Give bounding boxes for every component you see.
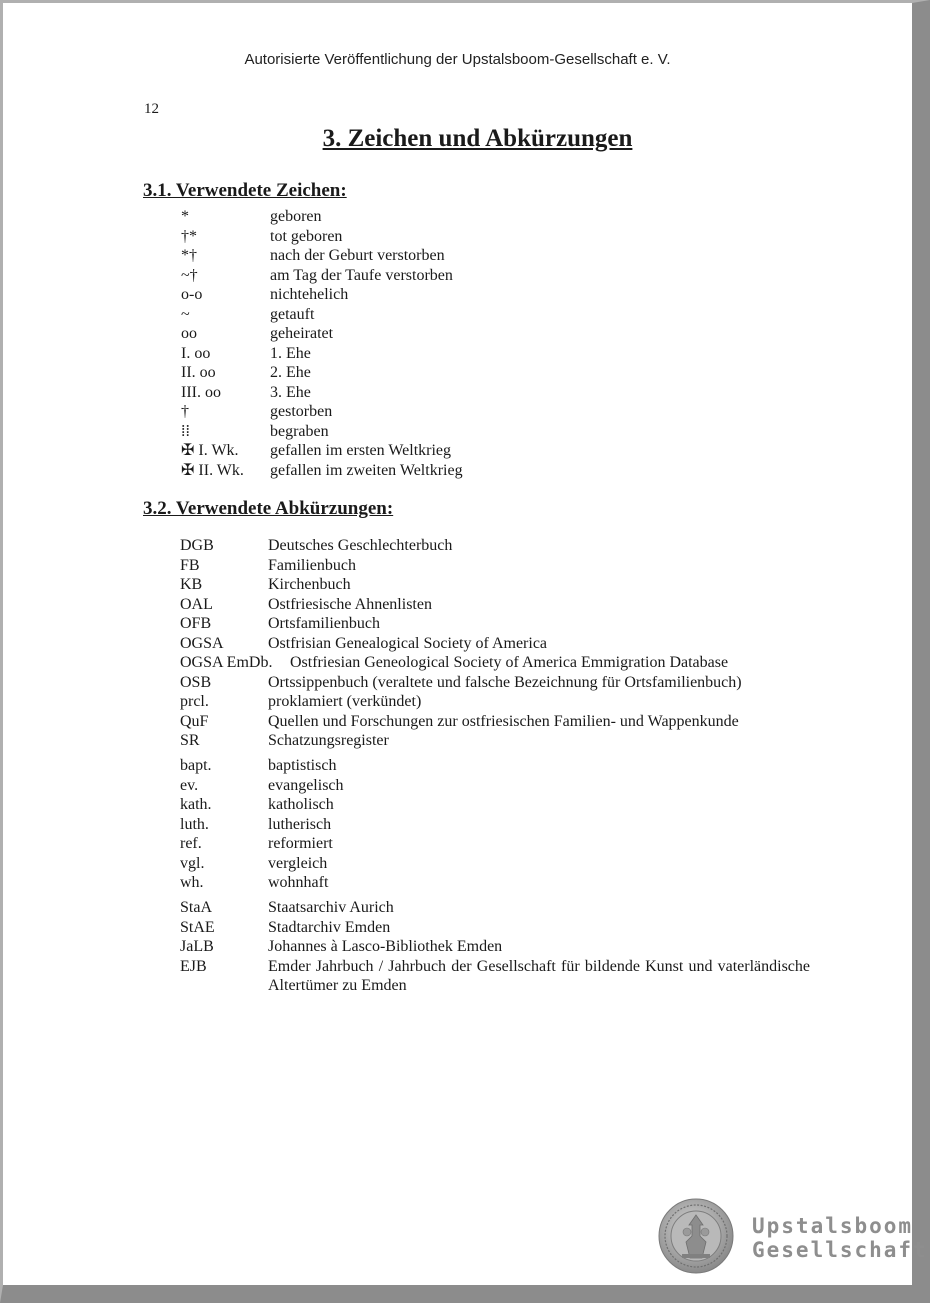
- society-logo: [658, 1198, 928, 1278]
- abbreviation-meaning: Staatsarchiv Aurich: [268, 899, 394, 916]
- sign-description: nichtehelich: [270, 286, 349, 303]
- sign-description: geheiratet: [270, 325, 334, 342]
- abbreviation: prcl.: [180, 693, 209, 710]
- sign-description: tot geboren: [270, 227, 343, 245]
- sign-symbol: o-o: [181, 286, 203, 303]
- abbreviation-meaning: lutherisch: [268, 815, 332, 833]
- abbreviation: OSB: [180, 673, 212, 691]
- sign-symbol: I. oo: [181, 344, 211, 362]
- abbreviation: KB: [180, 576, 203, 593]
- abbreviation-meaning: Quellen und Forschungen zur ostfriesischen Familien- und Wappenkunde: [268, 712, 739, 730]
- sign-symbol: *†: [181, 247, 197, 264]
- abbreviation: OAL: [180, 595, 213, 613]
- abbreviation: EJB: [180, 957, 207, 975]
- abbreviation: luth.: [180, 815, 209, 833]
- sign-symbol: III. oo: [181, 383, 221, 401]
- page-header: Autorisierte Veröffentlichung der Upstalsboom-Gesellschaft e. V.: [244, 51, 671, 68]
- sign-symbol: †*: [181, 227, 197, 245]
- abbreviation: StAE: [180, 918, 215, 936]
- abbreviation-meaning: Ortsfamilienbuch: [268, 615, 380, 632]
- abbreviation-meaning: Deutsches Geschlechterbuch: [268, 537, 453, 554]
- abbreviation-meaning: baptistisch: [268, 757, 337, 774]
- abbreviation-meaning: Ortssippenbuch (veraltete und falsche Bezeichnung für Ortsfamilienbuch): [268, 673, 742, 691]
- sign-description: gefallen im ersten Weltkrieg: [270, 442, 452, 459]
- sign-description: geboren: [270, 208, 322, 225]
- logo-line-2: Gesellschaft: [752, 1238, 928, 1262]
- sign-description: gefallen im zweiten Weltkrieg: [270, 461, 463, 479]
- sign-symbol: ✠ I. Wk.: [181, 442, 239, 459]
- abbreviation-meaning: Familienbuch: [268, 556, 356, 574]
- abbreviation-meaning: Schatzungsregister: [268, 732, 389, 749]
- page-number: 12: [144, 101, 159, 117]
- abbreviation: QuF: [180, 712, 209, 730]
- abbreviation-meaning: Johannes à Lasco-Bibliothek Emden: [268, 938, 503, 955]
- sign-description: 1. Ehe: [270, 344, 311, 362]
- abbreviation: OGSA: [180, 634, 224, 652]
- abbreviation: DGB: [180, 537, 214, 554]
- abbreviation: OFB: [180, 615, 212, 632]
- sign-description: gestorben: [270, 403, 333, 420]
- abbreviation: OGSA EmDb.: [180, 654, 273, 671]
- abbreviation: kath.: [180, 796, 212, 813]
- abbreviation-meaning: Ostfrisian Genealogical Society of America: [268, 634, 548, 652]
- abbreviation: vgl.: [180, 854, 205, 872]
- section-heading-abbreviations: 3.2. Verwendete Abkürzungen:: [143, 498, 394, 519]
- section-heading-signs: 3.1. Verwendete Zeichen:: [143, 180, 347, 201]
- sign-description: 3. Ehe: [270, 383, 311, 401]
- sign-symbol: ⁞⁞: [181, 422, 190, 440]
- abbreviation-meaning: Kirchenbuch: [268, 576, 351, 593]
- sign-symbol: oo: [181, 325, 197, 342]
- logo-text: [752, 1214, 928, 1262]
- abbreviation-meaning: proklamiert (verkündet): [268, 693, 422, 710]
- abbreviation-meaning: Emder Jahrbuch / Jahrbuch der Gesellschaft für bildende Kunst und vaterländische Altertümer zu Emden: [268, 957, 810, 994]
- abbreviation: wh.: [180, 874, 204, 891]
- abbreviation-meaning: Ostfriesische Ahnenlisten: [268, 595, 432, 613]
- abbreviation: SR: [180, 732, 200, 749]
- abbreviation-meaning: wohnhaft: [268, 874, 329, 891]
- abbreviation-meaning: Stadtarchiv Emden: [268, 918, 391, 936]
- abbreviation: bapt.: [180, 757, 212, 774]
- abbreviation-meaning: Ostfriesian Geneological Society of America Emmigration Database: [290, 654, 729, 671]
- page-title: 3. Zeichen und Abkürzungen: [322, 125, 633, 152]
- abbreviation-meaning: reformiert: [268, 835, 333, 852]
- sign-symbol: ~†: [181, 266, 198, 284]
- sign-symbol: *: [181, 208, 189, 225]
- sign-description: getauft: [270, 305, 315, 323]
- sign-description: nach der Geburt verstorben: [270, 247, 445, 264]
- abbreviation-meaning: evangelisch: [268, 776, 344, 794]
- abbreviation: StaA: [180, 899, 212, 916]
- abbreviation: ev.: [180, 776, 199, 794]
- sign-symbol: ✠ II. Wk.: [181, 461, 244, 479]
- sign-description: 2. Ehe: [270, 364, 311, 381]
- abbreviation-meaning: katholisch: [268, 796, 334, 813]
- logo-line-1: Upstalsboom: [752, 1214, 914, 1238]
- abbreviation: FB: [180, 556, 200, 574]
- abbreviation-meaning: vergleich: [268, 854, 328, 872]
- abbreviation: JaLB: [180, 938, 214, 955]
- sign-symbol: †: [181, 403, 189, 420]
- sign-symbol: II. oo: [181, 364, 216, 381]
- sign-description: am Tag der Taufe verstorben: [270, 266, 453, 284]
- abbreviation: ref.: [180, 835, 202, 852]
- sign-symbol: ~: [181, 305, 190, 323]
- seal-icon: [658, 1198, 734, 1274]
- sign-description: begraben: [270, 422, 329, 440]
